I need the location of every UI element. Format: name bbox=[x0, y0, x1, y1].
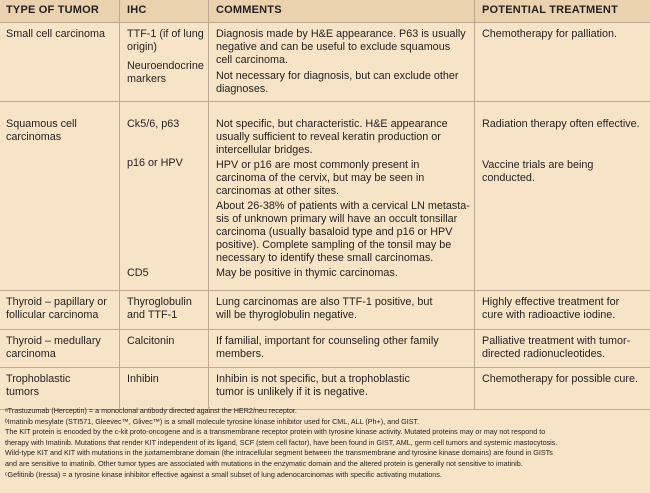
ihc-cell: Thyroglobulin bbox=[127, 296, 192, 308]
comment-cell: May be positive in thymic carcinomas. bbox=[216, 267, 398, 279]
footnote: Wild-type KIT and KIT with mutations in the juxtamembrane domain (the intracellular segment between the transmembrane and tyrosine kinase domains) are found in GISTs bbox=[5, 448, 553, 458]
tumor-type-cell: Thyroid – medullary bbox=[6, 335, 101, 347]
ihc-cell: and TTF-1 bbox=[127, 309, 178, 321]
comment-cell: will be thyroglobulin negative. bbox=[216, 309, 358, 321]
table-row bbox=[0, 367, 650, 409]
treatment-cell: Vaccine trials are being bbox=[482, 159, 594, 171]
comment-cell: Not necessary for diagnosis, but can exclude other bbox=[216, 70, 459, 82]
comment-cell: usually sufficient to reveal keratin production or bbox=[216, 131, 441, 143]
tumor-type-cell: carcinoma bbox=[6, 348, 56, 360]
ihc-cell: Ck5/6, p63 bbox=[127, 118, 180, 130]
footnotes bbox=[5, 406, 647, 480]
comment-cell: diagnoses. bbox=[216, 83, 269, 95]
tumor-type-cell: follicular carcinoma bbox=[6, 309, 99, 321]
comment-cell: About 26-38% of patients with a cervical LN metasta- bbox=[216, 200, 470, 212]
ihc-cell: CD5 bbox=[127, 267, 149, 279]
ihc-cell: Neuroendocrine bbox=[127, 60, 204, 72]
header-comments: COMMENTS bbox=[216, 4, 282, 16]
ihc-cell: Calcitonin bbox=[127, 335, 175, 347]
footnote: therapy with Imatinib. Mutations that render KIT independent of its ligand, SCF (stem cell factor), have been found in GIST, AML, germ cell tumors and systemic mastocytosis. bbox=[5, 437, 558, 447]
ihc-cell: Inhibin bbox=[127, 373, 159, 385]
treatment-cell: cure with radioactive iodine. bbox=[482, 309, 616, 321]
header-ihc: IHC bbox=[127, 4, 147, 16]
treatment-cell: directed radionucleotides. bbox=[482, 348, 606, 360]
comment-cell: Inhibin is not specific, but a trophoblastic bbox=[216, 373, 410, 385]
table-row bbox=[0, 22, 650, 101]
tumor-type-cell: Squamous cell bbox=[6, 118, 77, 130]
table-row bbox=[0, 101, 650, 290]
footnote: ᵇImatinib mesylate (STI571, Gleevec™, Glivec™) is a small molecule tyrosine kinase inhibitor used for CML, ALL (Ph+), and GIST. bbox=[5, 416, 420, 426]
treatment-cell: conducted. bbox=[482, 172, 535, 184]
treatment-cell: Palliative treatment with tumor- bbox=[482, 335, 631, 347]
ihc-cell: markers bbox=[127, 73, 166, 85]
comment-cell: negative and can be useful to exclude squamous bbox=[216, 41, 451, 53]
comment-cell: Not specific, but characteristic. H&E appearance bbox=[216, 118, 448, 130]
footnote: ᶜGefitinib (Iressa) = a tyrosine kinase inhibitor effective against a small subset of lung adenocarcinomas with specific activating mutations. bbox=[5, 469, 442, 479]
comment-cell: positive). Complete sampling of the tonsil may be bbox=[216, 239, 452, 251]
comment-cell: HPV or p16 are most commonly present in bbox=[216, 159, 420, 171]
ihc-cell: TTF-1 (if of lung bbox=[127, 28, 204, 40]
comment-cell: sis of unknown primary will have an occult tonsillar bbox=[216, 213, 458, 225]
comment-cell: carcinomas at other sites. bbox=[216, 185, 340, 197]
ihc-cell: p16 or HPV bbox=[127, 157, 183, 169]
treatment-cell: Chemotherapy for palliation. bbox=[482, 28, 618, 40]
tumor-type-cell: Thyroid – papillary or bbox=[6, 296, 107, 308]
footnote: ᵃTrastuzumab (Herceptin) = a monoclonal antibody directed against the HER2/neu receptor. bbox=[5, 406, 297, 415]
treatment-cell: Highly effective treatment for bbox=[482, 296, 620, 308]
tumor-type-cell: Small cell carcinoma bbox=[6, 28, 106, 40]
treatment-cell: Radiation therapy often effective. bbox=[482, 118, 640, 130]
footnote: The KIT protein is encoded by the c-kit proto-oncogene and is a transmembrane receptor protein with tyrosine kinase activity. Mutated proteins may or may not respond to bbox=[5, 427, 546, 437]
tumor-type-cell: carcinomas bbox=[6, 131, 62, 143]
comment-cell: tumor is unlikely if it is negative. bbox=[216, 386, 368, 398]
treatment-cell: Chemotherapy for possible cure. bbox=[482, 373, 639, 385]
table-row bbox=[0, 329, 650, 367]
comment-cell: cell carcinoma. bbox=[216, 54, 289, 66]
header-potential-treatment: POTENTIAL TREATMENT bbox=[482, 4, 618, 16]
header-type-of-tumor: TYPE OF TUMOR bbox=[6, 4, 100, 16]
table-header-row bbox=[0, 0, 650, 22]
comment-cell: carcinoma of the cervix, but may be seen in bbox=[216, 172, 425, 184]
tumor-type-cell: tumors bbox=[6, 386, 39, 398]
footnote: and are sensitive to imatinib. Other tumor types are associated with mutations in the enzymatic domain and the altered protein is generally not sensitive to imatinib. bbox=[5, 458, 523, 468]
comment-cell: intercellular bridges. bbox=[216, 144, 313, 156]
comment-cell: members. bbox=[216, 348, 264, 360]
comment-cell: Lung carcinomas are also TTF-1 positive, but bbox=[216, 296, 433, 308]
ihc-cell: origin) bbox=[127, 41, 158, 53]
tumor-type-cell: Trophoblastic bbox=[6, 373, 71, 385]
comment-cell: Diagnosis made by H&E appearance. P63 is usually bbox=[216, 28, 466, 40]
comment-cell: necessary to identify these small carcinomas. bbox=[216, 252, 434, 264]
comment-cell: carcinoma (usually basaloid type and p16 or HPV bbox=[216, 226, 453, 238]
table-row bbox=[0, 290, 650, 329]
comment-cell: If familial, important for counseling other family bbox=[216, 335, 439, 347]
